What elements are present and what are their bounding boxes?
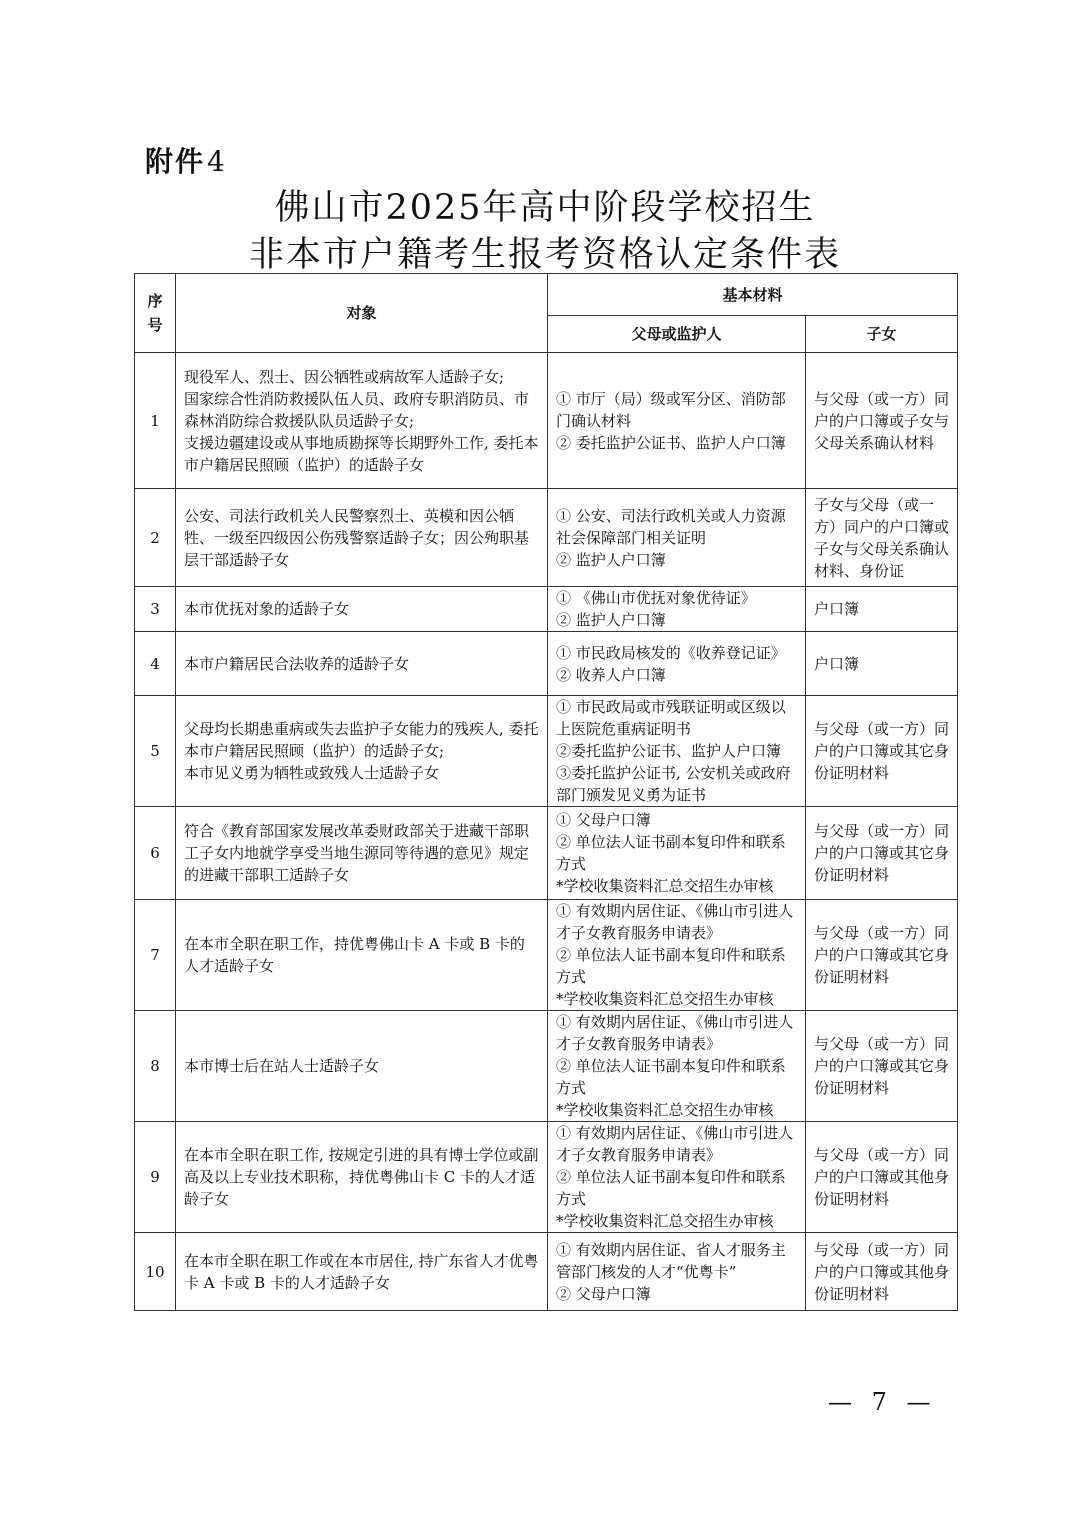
row-child-materials: 与父母（或一方）同户的户口簿或其它身份证明材料: [806, 1011, 958, 1122]
parent-material-item: ① 父母户口簿: [556, 811, 651, 829]
row-child-materials: 与父母（或一方）同户的户口簿或其他身份证明材料: [806, 1122, 958, 1233]
row-target: [176, 632, 548, 696]
row-child-materials: 与父母（或一方）同户的户口簿或其它身份证明材料: [806, 807, 958, 900]
row-number: 5: [135, 696, 176, 807]
row-parent-materials: [548, 807, 806, 900]
row-child-materials: 子女与父母（或一方）同户的户口簿或子女与父母关系确认材料、身份证: [806, 489, 958, 587]
row-number: 6: [135, 807, 176, 900]
row-parent-materials: [548, 900, 806, 1011]
row-parent-materials: [548, 1011, 806, 1122]
table-row: [135, 1011, 958, 1122]
table-row: [135, 1122, 958, 1233]
page-title-line-1: 佛山市2025年高中阶段学校招生: [274, 188, 816, 228]
row-number: 8: [135, 1011, 176, 1122]
row-child-materials: 户口簿: [806, 587, 958, 632]
row-number: 9: [135, 1122, 176, 1233]
parent-material-item: ① 有效期内居住证、《佛山市引进人才子女教育服务申请表》: [556, 1013, 794, 1053]
row-target: [176, 696, 548, 807]
page-title-line-2: 非本市户籍考生报考资格认定条件表: [248, 235, 841, 275]
table-row: [135, 1233, 958, 1311]
parent-material-item: ② 单位法人证书副本复印件和联系方式: [556, 1057, 786, 1097]
parent-material-item: ② 单位法人证书副本复印件和联系方式: [556, 1168, 786, 1208]
row-target: [176, 489, 548, 587]
parent-material-item: ① 《佛山市优抚对象优待证》: [556, 589, 756, 607]
parent-material-item: ① 有效期内居住证、《佛山市引进人才子女教育服务申请表》: [556, 1124, 794, 1164]
target-line: 符合《教育部国家发展改革委财政部关于进藏干部职工子女内地就学享受当地生源同等待遇的意见》规定的进藏干部职工适龄子女: [184, 822, 530, 884]
target-line: 在本市全职在职工作，持优粤佛山卡 A 卡或 B 卡的人才适龄子女: [184, 935, 525, 975]
parent-material-item: ③委托监护公证书, 公安机关或政府部门颁发见义勇为证书: [556, 764, 791, 804]
header-parents: 父母或监护人: [548, 316, 806, 353]
row-number: 10: [135, 1233, 176, 1311]
attachment-label: [145, 140, 227, 180]
parent-material-item: ② 父母户口簿: [556, 1284, 651, 1303]
parent-material-item: ②委托监护公证书、监护人户口簿: [556, 742, 782, 760]
target-line: 现役军人、烈士、因公牺牲或病故军人适龄子女;: [184, 367, 505, 386]
target-line: 本市博士后在站人士适龄子女: [184, 1057, 380, 1075]
table-row: [135, 900, 958, 1011]
row-target: [176, 353, 548, 489]
header-seq-line-2: 号: [147, 316, 163, 334]
parent-material-item: ② 监护人户口簿: [556, 611, 666, 629]
row-number: 3: [135, 587, 176, 632]
target-line: 本市户籍居民合法收养的适龄子女: [184, 654, 410, 673]
header-seq-line-1: 序: [147, 292, 163, 310]
row-parent-materials: [548, 1122, 806, 1233]
table-row: [135, 696, 958, 807]
header-materials: 基本材料: [548, 274, 958, 316]
qualification-table: [134, 273, 958, 1311]
row-parent-materials: [548, 587, 806, 632]
row-number: 1: [135, 353, 176, 489]
target-line: 公安、司法行政机关人民警察烈士、英模和因公牺牲、一级至四级因公伤残警察适龄子女；因公殉职基层干部适龄子女: [184, 506, 530, 569]
row-parent-materials: [548, 1233, 806, 1311]
parent-material-item: *学校收集资料汇总交招生办审核: [556, 1212, 774, 1230]
row-parent-materials: [548, 632, 806, 696]
table-row: [135, 632, 958, 696]
parent-material-item: *学校收集资料汇总交招生办审核: [556, 1101, 774, 1119]
parent-material-item: ② 单位法人证书副本复印件和联系方式: [556, 946, 786, 986]
table-row: [135, 587, 958, 632]
table-row: [135, 489, 958, 587]
header-target: 对象: [176, 274, 548, 353]
parent-material-item: ① 公安、司法行政机关或人力资源社会保障部门相关证明: [556, 506, 786, 547]
page-number: — 7 —: [828, 1388, 937, 1416]
attachment-label-text: 附件: [145, 145, 206, 178]
parent-material-item: ① 市民政局核发的《收养登记证》: [556, 643, 786, 662]
parent-material-item: ① 市厅（局）级或军分区、消防部门确认材料: [556, 389, 786, 430]
target-line: 国家综合性消防救援队伍人员、政府专职消防员、市森林消防综合救援队队员适龄子女;: [184, 389, 530, 430]
row-target: [176, 900, 548, 1011]
parent-material-item: ② 委托监护公证书、监护人户口簿: [556, 433, 786, 452]
row-number: 4: [135, 632, 176, 696]
row-child-materials: 与父母（或一方）同户的户口簿或其他身份证明材料: [806, 1233, 958, 1311]
target-line: 在本市全职在职工作或在本市居住, 持广东省人才优粤卡 A 卡或 B 卡的人才适龄子女: [184, 1251, 539, 1292]
row-target: [176, 807, 548, 900]
header-child: 子女: [806, 316, 958, 353]
parent-material-item: ② 单位法人证书副本复印件和联系方式: [556, 833, 786, 873]
target-line: 父母均长期患重病或失去监护子女能力的残疾人, 委托本市户籍居民照顾（监护）的适龄子女;: [184, 720, 539, 760]
row-target: [176, 1122, 548, 1233]
row-parent-materials: [548, 696, 806, 807]
row-parent-materials: [548, 489, 806, 587]
parent-material-item: *学校收集资料汇总交招生办审核: [556, 990, 774, 1008]
row-child-materials: 户口簿: [806, 632, 958, 696]
header-seq: [135, 274, 176, 353]
row-parent-materials: [548, 353, 806, 489]
row-number: 7: [135, 900, 176, 1011]
target-line: 本市优抚对象的适龄子女: [184, 600, 350, 618]
row-child-materials: 与父母（或一方）同户的户口簿或其它身份证明材料: [806, 900, 958, 1011]
attachment-number: 4: [207, 145, 227, 178]
row-child-materials: 与父母（或一方）同户的户口簿或其它身份证明材料: [806, 696, 958, 807]
row-target: [176, 1011, 548, 1122]
row-target: [176, 587, 548, 632]
parent-material-item: ① 有效期内居住证、省人才服务主管部门核发的人才“优粤卡”: [556, 1240, 786, 1281]
target-line: 支援边疆建设或从事地质勘探等长期野外工作, 委托本市户籍居民照顾（监护）的适龄子女: [184, 433, 539, 474]
row-target: [176, 1233, 548, 1311]
parent-material-item: ② 收养人户口簿: [556, 665, 666, 684]
table-body: [135, 353, 958, 1311]
row-number: 2: [135, 489, 176, 587]
parent-material-item: ① 有效期内居住证、《佛山市引进人才子女教育服务申请表》: [556, 902, 794, 942]
target-line: 本市见义勇为牺牲或致残人士适龄子女: [184, 764, 440, 782]
target-line: 在本市全职在职工作, 按规定引进的具有博士学位或副高及以上专业技术职称，持优粤佛山卡 C 卡的人才适龄子女: [184, 1146, 539, 1208]
table-row: [135, 807, 958, 900]
row-child-materials: 与父母（或一方）同户的户口簿或子女与父母关系确认材料: [806, 353, 958, 489]
parent-material-item: ① 市民政局或市残联证明或区级以上医院危重病证明书: [556, 698, 786, 738]
parent-material-item: ② 监护人户口簿: [556, 550, 666, 569]
parent-material-item: *学校收集资料汇总交招生办审核: [556, 877, 774, 895]
table-row: [135, 353, 958, 489]
